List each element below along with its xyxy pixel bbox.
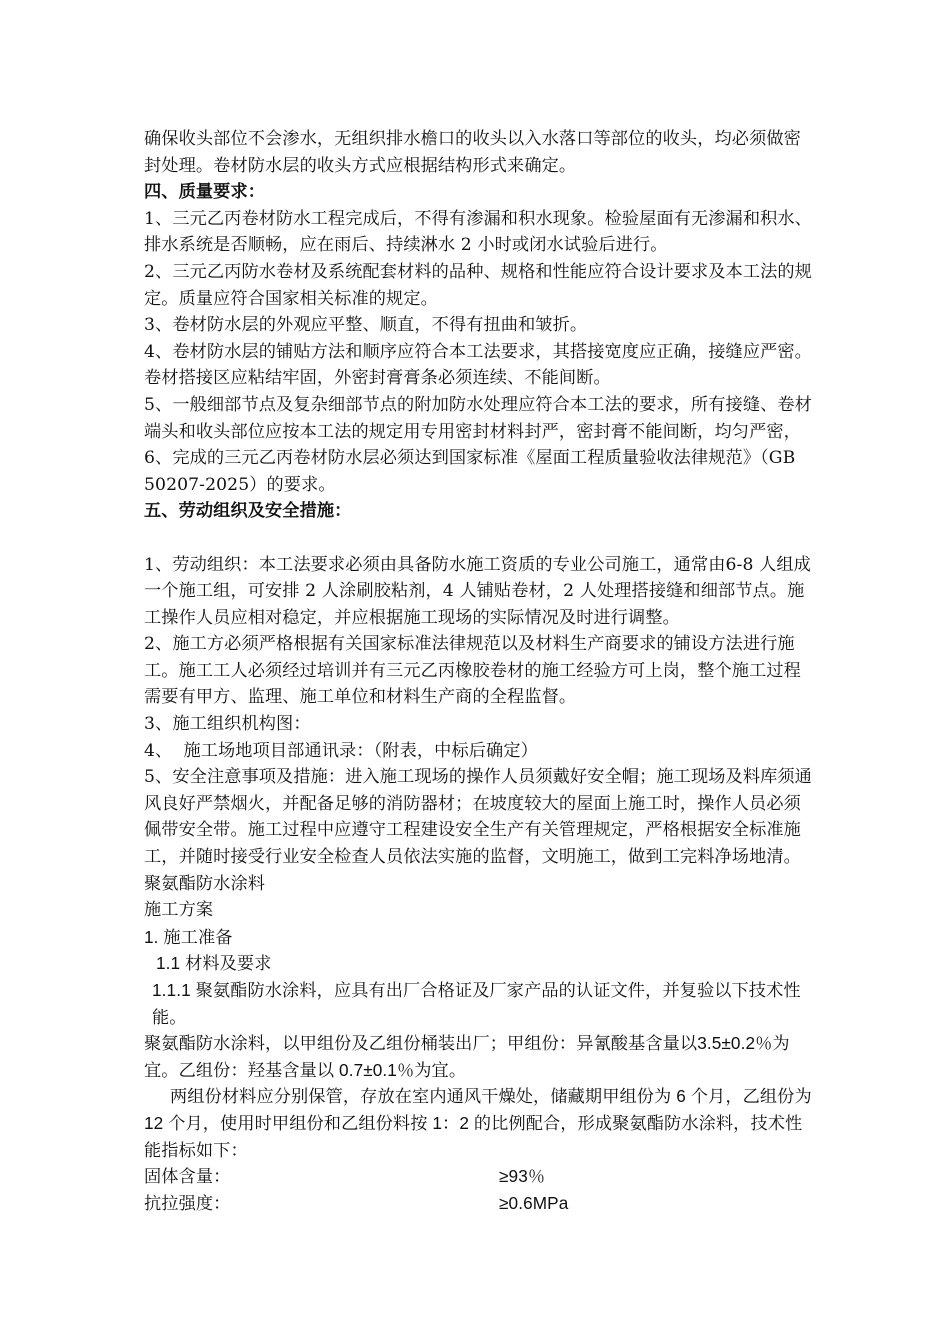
section-heading-labor-safety: 五、劳动组织及安全措施： bbox=[144, 501, 352, 522]
document-body bbox=[144, 126, 817, 1216]
quality-item-2: 2、三元乙丙防水卷材及系统配套材料的品种、规格和性能应符合设计要求及本工法的规定。质量应符合国家相关标准的规定。 bbox=[144, 261, 812, 309]
materials-item-1-1-1: 1.1.1 聚氨酯防水涂料，应具有出厂合格证及厂家产品的认证文件，并复验以下技术性能。 bbox=[152, 980, 801, 1027]
paragraph-closing-edges: 确保收头部位不会渗水，无组织排水檐口的收头以入水落口等部位的收头，均必须做密封处理。卷材防水层的收头方式应根据结构形式来确定。 bbox=[144, 129, 801, 176]
blank-line bbox=[144, 525, 814, 552]
labor-item-4: 4、 施工场地项目部通讯录：（附表，中标后确定） bbox=[144, 740, 538, 761]
quality-item-5: 5、一般细部节点及复杂细部节点的附加防水处理应符合本工法的要求，所有接缝、卷材端头和收头部位应按本工法的规定用专用密封材料封严，密封膏不能间断，均匀严密， bbox=[144, 394, 812, 442]
heading-materials: 1.1 材料及要求 bbox=[156, 953, 272, 974]
labor-item-5: 5、安全注意事项及措施：进入施工现场的操作人员须戴好安全帽；施工现场及料库须通风良好严禁烟火，并配备足够的消防器材；在坡度较大的屋面上施工时，操作人员必须佩带安全带。施工过程中应遵守工程建设安全生产有关管理规定，严格根据安全标准施工，并随时接受行业安全检查人员依法实施的监督，文明施工，做到工完料净场地清。 bbox=[144, 767, 812, 868]
spec-row bbox=[144, 1190, 814, 1217]
spec-value: ≥93％ bbox=[499, 1166, 546, 1187]
spec-row bbox=[144, 1163, 814, 1190]
section-heading-quality: 四、质量要求： bbox=[144, 182, 266, 203]
subtitle-polyurethane-coating: 聚氨酯防水涂料 bbox=[144, 873, 266, 894]
subtitle-construction-plan: 施工方案 bbox=[144, 900, 214, 921]
heading-construction-prep: 1. 施工准备 bbox=[144, 926, 233, 947]
spec-label: 抗拉强度： bbox=[144, 1192, 231, 1213]
materials-composition: 聚氨酯防水涂料，以甲组份及乙组份桶装出厂；甲组份：异氰酸基含量以3.5±0.2％为宜。乙组份：羟基含量以 0.7±0.1％为宜。 bbox=[144, 1033, 790, 1080]
labor-item-3: 3、施工组织机构图： bbox=[144, 714, 311, 735]
spec-value: ≥0.6MPa bbox=[499, 1192, 569, 1213]
labor-item-2: 2、施工方必须严格根据有关国家标准法律规范以及材料生产商要求的铺设方法进行施工。施工工人必须经过培训并有三元乙丙橡胶卷材的施工经验方可上岗，整个施工过程需要有甲方、监理、施工单位和材料生产商的全程监督。 bbox=[144, 634, 801, 708]
quality-item-1: 1、三元乙丙卷材防水工程完成后，不得有渗漏和积水现象。检验屋面有无渗漏和积水、排水系统是否顺畅，应在雨后、持续淋水 2 小时或闭水试验后进行。 bbox=[144, 208, 812, 256]
quality-item-6: 6、完成的三元乙丙卷材防水层必须达到国家标准《屋面工程质量验收法律规范》（GB 50207-2025）的要求。 bbox=[144, 448, 801, 495]
quality-item-4: 4、卷材防水层的铺贴方法和顺序应符合本工法要求，其搭接宽度应正确，接缝应严密。卷材搭接区应粘结牢固，外密封膏膏条必须连续、不能间断。 bbox=[144, 341, 812, 389]
materials-storage: 两组份材料应分别保管，存放在室内通风干燥处，储藏期甲组份为 6 个月，乙组份为 12 个月，使用时甲组份和乙组份料按 1：2 的比例配合，形成聚氨酯防水涂料，技术性能指标如下： bbox=[144, 1086, 817, 1160]
spec-label: 固体含量： bbox=[144, 1166, 231, 1187]
quality-item-3: 3、卷材防水层的外观应平整、顺直，不得有扭曲和皱折。 bbox=[144, 315, 588, 336]
labor-item-1: 1、劳动组织：本工法要求必须由具备防水施工资质的专业公司施工，通常由6-8 人组成一个施工组，可安排 2 人涂刷胶粘剂，4 人铺贴卷材，2 人处理搭接缝和细部节点。施工操作人员应相对稳定，并应根据施工现场的实际情况及时进行调整。 bbox=[144, 554, 811, 628]
